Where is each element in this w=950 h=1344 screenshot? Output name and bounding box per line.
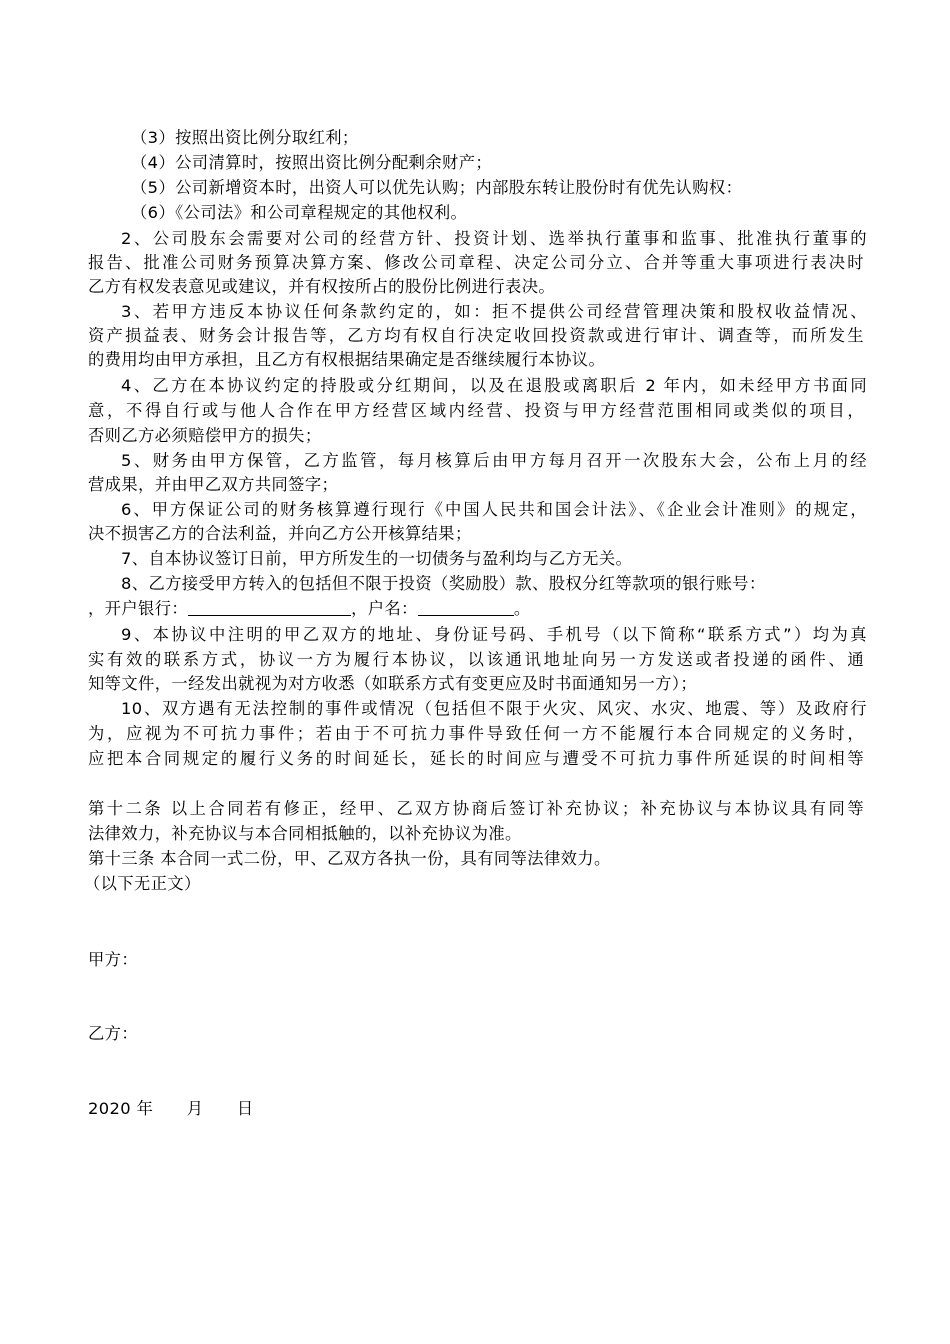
clause-3-line-1: 3、若甲方违反本协议任何条款约定的，如：拒不提供公司经营管理决策和股权收益情况、 xyxy=(121,302,867,321)
clause-2-line-3: 乙方有权发表意见或建议，并有权按所占的股份比例进行表决。 xyxy=(88,277,556,296)
clause-4-line-2: 意，不得自行或与他人合作在甲方经营区域内经营、投资与甲方经营范围相同或类似的项目， xyxy=(88,401,864,420)
clause-8-line-2 xyxy=(88,596,531,622)
bank-prefix-label: ，开户银行： xyxy=(88,599,189,618)
right-item-3: （3）按照出资比例分取红利； xyxy=(131,128,359,147)
article-12-line-1: 第十二条 以上合同若有修正，经甲、乙双方协商后签订补充协议；补充协议与本协议具有同等 xyxy=(88,799,864,818)
party-a-signature-label: 甲方： xyxy=(88,950,139,969)
signing-date: 2020 年 月 日 xyxy=(88,1099,254,1118)
clause-10-line-2: 为，应视为不可抗力事件；若由于不可抗力事件导致任何一方不能履行本合同规定的义务时， xyxy=(88,724,864,743)
party-b-signature-label: 乙方： xyxy=(88,1024,139,1043)
right-item-6: （6）《公司法》和公司章程规定的其他权利。 xyxy=(131,203,468,222)
clause-10-line-3: 应把本合同规定的履行义务的时间延长，延长的时间应与遭受不可抗力事件所延误的时间相等 xyxy=(88,749,864,768)
article-12-line-2: 法律效力，补充协议与本合同相抵触的，以补充协议为准。 xyxy=(88,824,522,843)
clause-2-line-1: 2、公司股东会需要对公司的经营方针、投资计划、选举执行董事和监事、批准执行董事的 xyxy=(121,229,867,248)
clause-9-line-3: 知等文件，一经发出就视为对方收悉（如联系方式有变更应及时书面通知另一方）； xyxy=(88,674,698,693)
clause-4-line-1: 4、乙方在本协议约定的持股或分红期间，以及在退股或离职后 2 年内，如未经甲方书面同 xyxy=(121,376,867,395)
article-13: 第十三条 本合同一式二份，甲、乙双方各执一份，具有同等法律效力。 xyxy=(88,849,611,868)
clause-5-line-2: 营成果，并由甲乙双方共同签字； xyxy=(88,475,339,494)
clause-8-line-1: 8、乙方接受甲方转入的包括但不限于投资（奖励股）款、股权分红等款项的银行账号： xyxy=(121,574,766,593)
clause-6-line-2: 决不损害乙方的合法利益，并向乙方公开核算结果； xyxy=(88,524,472,543)
clause-3-line-2: 资产损益表、财务会计报告等，乙方均有权自行决定收回投资款或进行审计、调查等，而所发生 xyxy=(88,326,864,345)
clause-3-line-3: 的费用均由甲方承担，且乙方有权根据结果确定是否继续履行本协议。 xyxy=(88,350,606,369)
clause-7: 7、自本协议签订日前，甲方所发生的一切债务与盈利均与乙方无关。 xyxy=(121,549,633,568)
account-name-blank xyxy=(418,597,514,616)
clause-6-line-1: 6、甲方保证公司的财务核算遵行现行《中国人民共和国会计法》、《企业会计准则》的规定， xyxy=(121,500,867,519)
account-name-label: ，户名： xyxy=(351,599,418,618)
right-item-5: （5）公司新增资本时，出资人可以优先认购；内部股东转让股份时有优先认购权： xyxy=(131,178,743,197)
clause-5-line-1: 5、财务由甲方保管，乙方监管，每月核算后由甲方每月召开一次股东大会，公布上月的经 xyxy=(121,451,867,470)
clause-8-end: 。 xyxy=(513,599,531,618)
clause-9-line-2: 实有效的联系方式，协议一方为履行本协议，以该通讯地址向另一方发送或者投递的函件、通 xyxy=(88,650,864,669)
clause-2-line-2: 报告、批准公司财务预算决算方案、修改公司章程、决定公司分立、合并等重大事项进行表决时 xyxy=(88,253,864,272)
clause-9-line-1: 9、本协议中注明的甲乙双方的地址、身份证号码、手机号（以下简称“联系方式”）均为真 xyxy=(121,625,867,644)
right-item-4: （4）公司清算时，按照出资比例分配剩余财产； xyxy=(131,153,493,172)
clause-10-line-1: 10、双方遇有无法控制的事件或情况（包括但不限于火灾、风灾、水灾、地震、等）及政府行 xyxy=(121,699,867,718)
bank-name-blank xyxy=(188,597,351,616)
clause-4-line-3: 否则乙方必须赔偿甲方的损失； xyxy=(88,426,322,445)
end-note: （以下无正文） xyxy=(84,874,201,893)
